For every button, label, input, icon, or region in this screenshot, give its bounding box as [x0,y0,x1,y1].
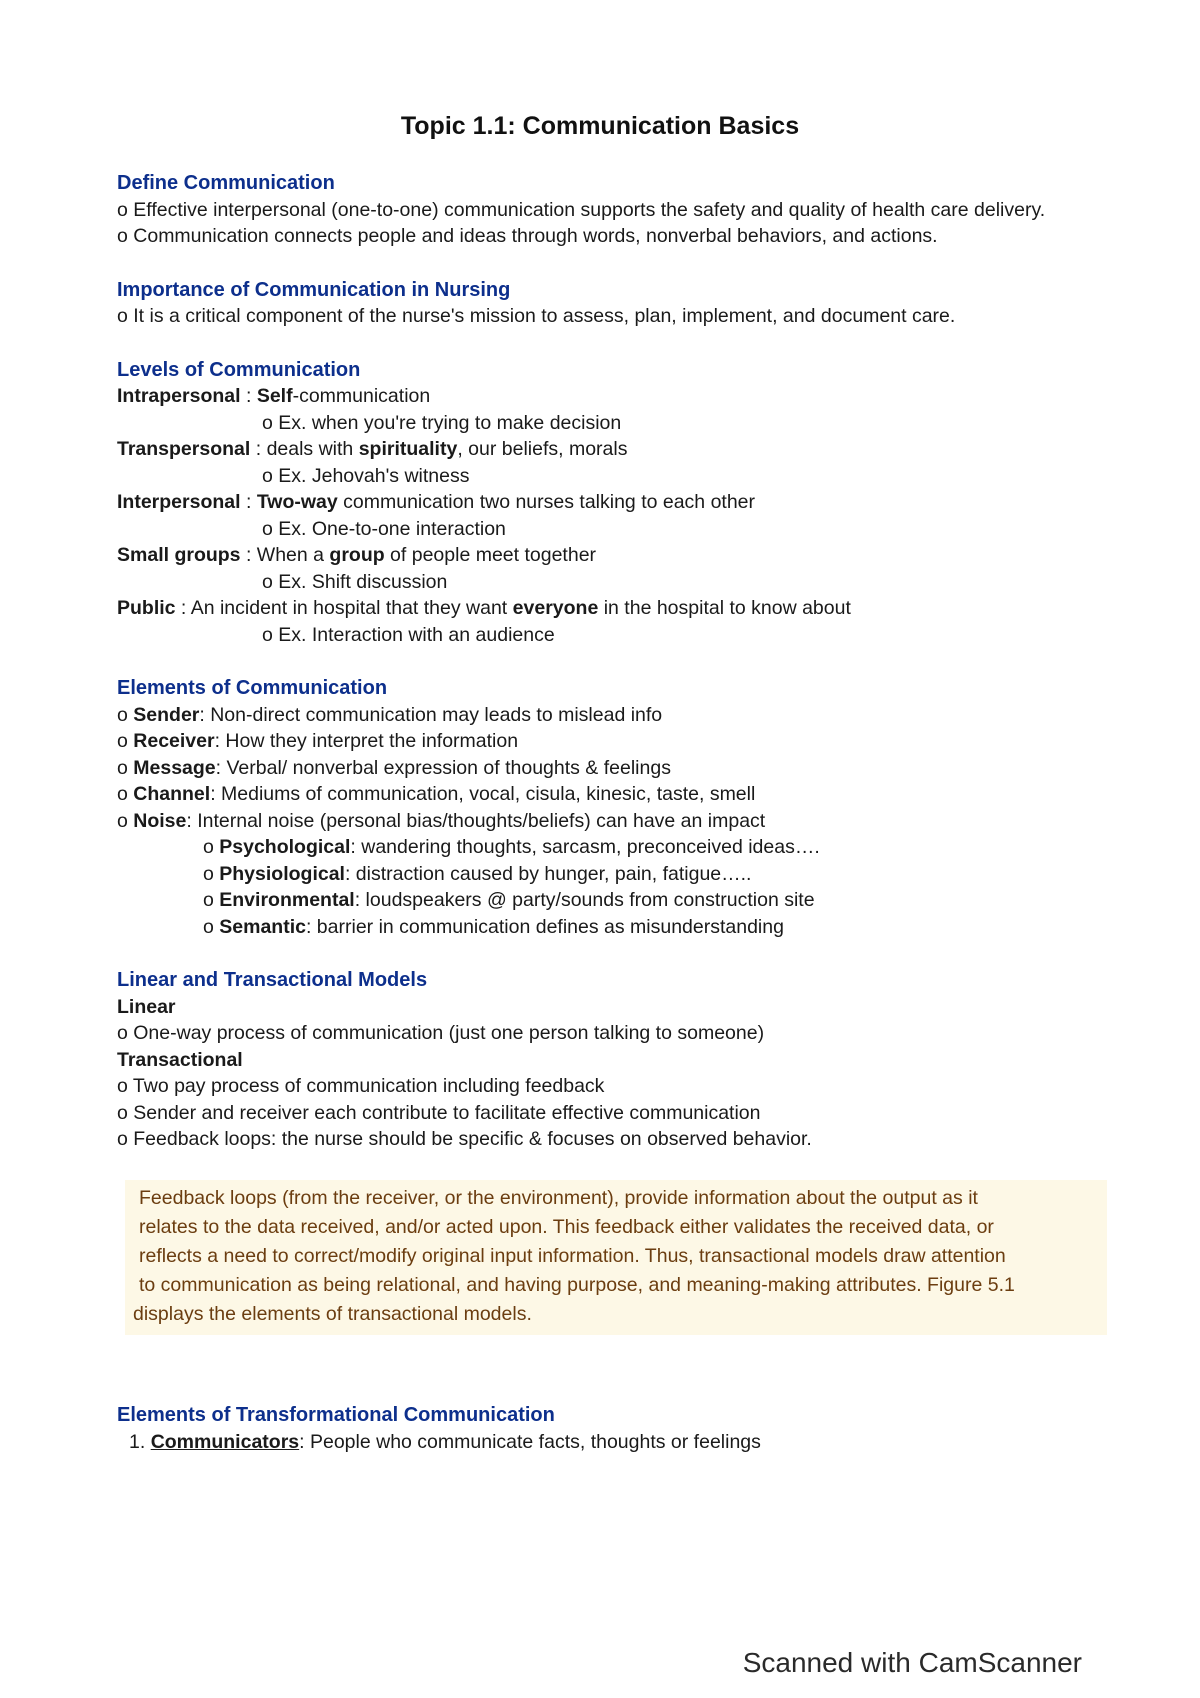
element-item: o Message: Verbal/ nonverbal expression of thoughts & feelings [117,756,671,779]
level-term: Small groups [117,544,241,566]
transactional-item: o Two pay process of communication including feedback [117,1075,605,1097]
excerpt-line: Feedback loops (from the receiver, or the environment), provide information about the output as it [139,1187,978,1209]
element-item: o Channel: Mediums of communication, vocal, cisula, kinesic, taste, smell [117,783,756,805]
level-example: o Ex. when you're trying to make decision [262,411,622,434]
level-example: o Ex. Jehovah's witness [262,464,470,487]
level-transpersonal: Transpersonal : deals with spirituality, our beliefs, morals [117,438,628,460]
importance-bullet: o It is a critical component of the nurse's mission to assess, plan, implement, and document care. [117,305,956,327]
transactional-label: Transactional [117,1048,243,1071]
noise-type: o Semantic: barrier in communication defines as misunderstanding [203,915,784,938]
element-item: o Sender: Non-direct communication may leads to mislead info [117,703,663,726]
excerpt-line: to communication as being relational, and having purpose, and meaning-making attributes. Figure 5.1 [139,1274,1015,1296]
level-small-groups: Small groups : When a group of people meet together [117,544,597,566]
notes-body [117,170,1097,1153]
transformational-section [117,1402,1097,1456]
level-term: Public [117,597,176,619]
transactional-item: o Feedback loops: the nurse should be specific & focuses on observed behavior. [117,1128,812,1150]
scanner-watermark: Scanned with CamScanner [742,1647,1082,1678]
level-public: Public : An incident in hospital that they want everyone in the hospital to know about [117,597,851,619]
noise-type: o Environmental: loudspeakers @ party/sounds from construction site [203,889,815,911]
define-heading: Define Communication [117,172,335,194]
define-bullet: o Communication connects people and ideas through words, nonverbal behaviors, and actions. [117,225,938,247]
linear-item: o One-way process of communication (just one person talking to someone) [117,1022,765,1044]
transformational-heading: Elements of Transformational Communication [117,1404,555,1426]
element-item: o Noise: Internal noise (personal bias/thoughts/beliefs) can have an impact [117,809,766,832]
level-intrapersonal: Intrapersonal : Self-communication [117,385,431,407]
define-bullet: o Effective interpersonal (one-to-one) communication supports the safety and quality of health care delivery. [117,198,1046,221]
feedback-loops-excerpt [125,1180,1107,1335]
levels-heading: Levels of Communication [117,358,361,381]
excerpt-line: relates to the data received, and/or acted upon. This feedback either validates the received data, or [139,1216,994,1238]
models-heading: Linear and Transactional Models [117,969,428,991]
elements-heading: Elements of Communication [117,677,388,699]
transformational-item: 1. Communicators: People who communicate facts, thoughts or feelings [129,1431,761,1453]
level-interpersonal: Interpersonal : Two-way communication two nurses talking to each other [117,491,756,513]
noise-type: o Psychological: wandering thoughts, sarcasm, preconceived ideas…. [203,836,820,858]
level-example: o Ex. One-to-one interaction [262,517,506,540]
level-term: Intrapersonal [117,385,241,407]
linear-label: Linear [117,995,176,1018]
noise-type: o Physiological: distraction caused by hunger, pain, fatigue….. [203,862,752,885]
element-item: o Receiver: How they interpret the information [117,730,519,752]
importance-heading: Importance of Communication in Nursing [117,278,511,301]
excerpt-line: reflects a need to correct/modify original input information. Thus, transactional models draw attention [139,1245,1006,1267]
level-example: o Ex. Shift discussion [262,570,448,593]
level-term: Interpersonal [117,491,241,513]
level-example: o Ex. Interaction with an audience [262,623,555,646]
level-term: Transpersonal [117,438,251,460]
excerpt-line: displays the elements of transactional models. [133,1303,532,1325]
transactional-item: o Sender and receiver each contribute to facilitate effective communication [117,1101,761,1124]
page-title: Topic 1.1: Communication Basics [400,112,800,140]
